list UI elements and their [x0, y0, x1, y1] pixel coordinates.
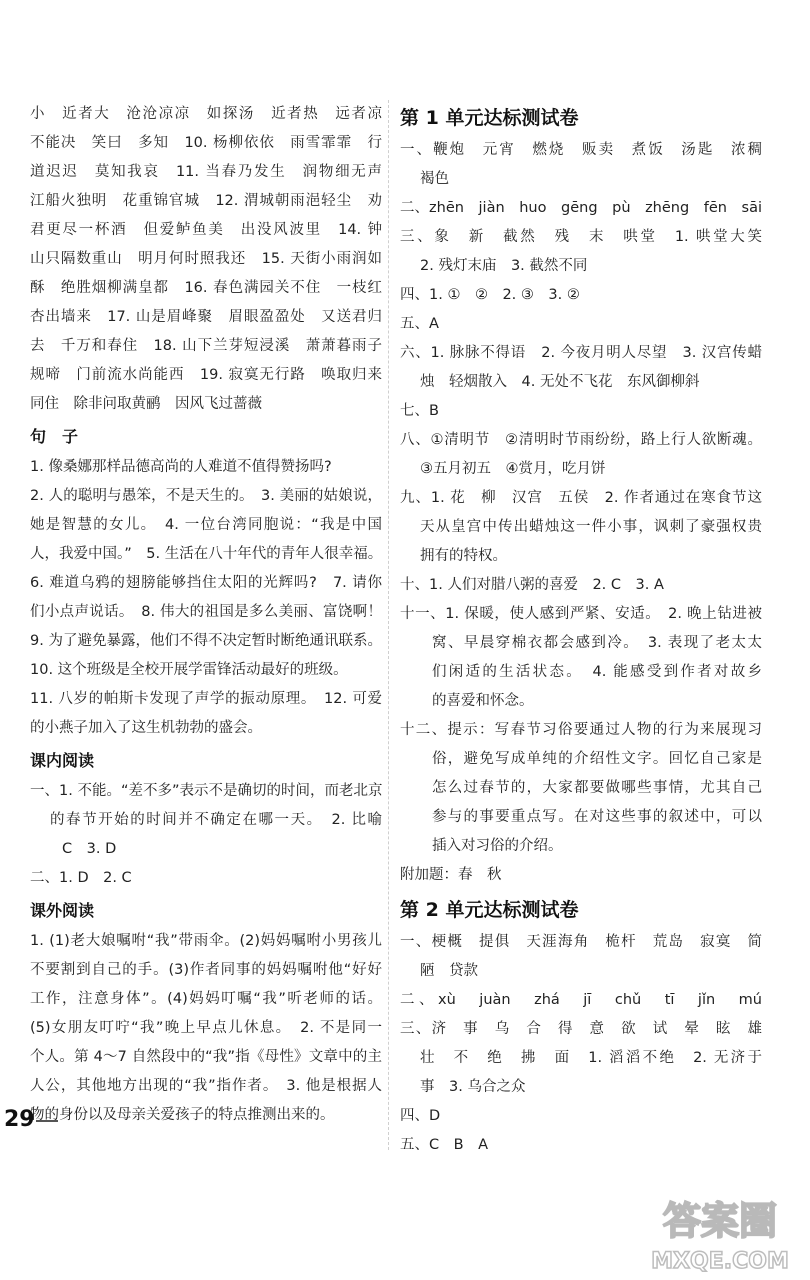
text-line: 插入对习俗的介绍。	[432, 838, 563, 854]
text-line: 二、xù juàn zhá jī chǔ tī jǐn mú	[400, 992, 762, 1008]
text-line: 五、A	[400, 316, 439, 332]
watermark-logo	[640, 1190, 800, 1274]
text-line: 壮 不 绝 拂 面 1. 滔滔不绝 2. 无济于	[420, 1050, 762, 1066]
text-line: 江船火独明 花重锦官城 12. 渭城朝雨浥轻尘 劝	[30, 193, 382, 209]
text-line: 不要割到自己的手。(3)作者同事的妈妈嘱咐他“好好	[30, 962, 382, 978]
text-line: 2. 人的聪明与愚笨，不是天生的。 3. 美丽的姑娘说，	[30, 488, 382, 504]
text-line: C 3. D	[62, 841, 117, 857]
text-line: 三、济 事 乌 合 得 意 欲 试 晕 眩 雄	[400, 1021, 762, 1037]
text-line: 人公，其他地方出现的“我”指作者。 3. 他是根据人	[30, 1078, 382, 1094]
text-line: 们小点声说话。 8. 伟大的祖国是多么美丽、富饶啊！	[30, 604, 382, 620]
text-line: 参与的事要重点写。在对这些事的叙述中，可以	[432, 809, 762, 825]
text-line: 们闲适的生活状态。 4. 能感受到作者对故乡	[432, 664, 762, 680]
text-line: 俗，避免写成单纯的介绍性文字。回忆自己家是	[432, 751, 762, 767]
text-line: 怎么过春节的，大家都要做哪些事情，尤其自己	[432, 780, 762, 796]
outclass-reading-block	[30, 927, 382, 1130]
text-line: 陋 贷款	[420, 963, 478, 979]
text-line: 三、象 新 截然 残 末 哄堂 1. 哄堂大笑	[400, 229, 762, 245]
text-line: 五、C B A	[400, 1137, 488, 1153]
text-line: ③五月初五 ④赏月，吃月饼	[420, 461, 606, 477]
text-line: 烛 轻烟散入 4. 无处不飞花 东风御柳斜	[420, 374, 700, 390]
text-line: 小 近者大 沧沧凉凉 如探汤 近者热 远者凉	[30, 106, 382, 122]
text-line: 附加题：春 秋	[400, 867, 502, 883]
text-line: 十二、提示：写春节习俗要通过人物的行为来展现习	[400, 722, 762, 738]
text-line: 天从皇宫中传出蜡烛这一件小事，讽刺了豪强权贵	[420, 519, 762, 535]
text-line: 四、D	[400, 1108, 441, 1124]
text-line: 1. (1)老大娘嘱咐“我”带雨伞。(2)妈妈嘱咐小男孩儿	[30, 933, 382, 949]
text-line: 不能决 笑曰 多知 10. 杨柳依依 雨雪霏霏 行	[30, 135, 382, 151]
unit2-answers-block	[400, 928, 762, 1160]
section-heading-unit1-test: 第 1 单元达标测试卷	[400, 107, 579, 129]
text-line: 一、鞭炮 元宵 燃烧 贩卖 煮饭 汤匙 浓稠	[400, 142, 762, 158]
text-line: 二、zhēn jiàn huo gēng pù zhēng fēn sāi	[400, 200, 762, 216]
text-line: 去 千万和春住 18. 山下兰芽短浸溪 萧萧暮雨子	[30, 338, 382, 354]
section-heading-outclass-reading: 课外阅读	[30, 901, 95, 920]
text-line: 2. 残灯末庙 3. 截然不同	[420, 258, 588, 274]
text-line: 工作，注意身体”。(4)妈妈叮嘱“我”听老师的话。	[30, 991, 382, 1007]
text-line: 9. 为了避免暴露，他们不得不决定暂时断绝通讯联系。	[30, 633, 382, 649]
poetry-answers-block	[30, 100, 382, 419]
column-divider	[388, 100, 389, 1150]
text-line: 杏出墙来 17. 山是眉峰聚 眉眼盈盈处 又送君归	[30, 309, 382, 325]
text-line: 六、1. 脉脉不得语 2. 今夜月明人尽望 3. 汉宫传蜡	[400, 345, 762, 361]
text-line: 的小燕子加入了这生机勃勃的盛会。	[30, 720, 262, 736]
text-line: 6. 难道乌鸦的翅膀能够挡住太阳的光辉吗? 7. 请你	[30, 575, 382, 591]
inclass-reading-block	[30, 777, 382, 893]
text-line: 10. 这个班级是全校开展学雷锋活动最好的班级。	[30, 662, 348, 678]
text-line: 道迟迟 莫知我哀 11. 当春乃发生 润物细无声	[30, 164, 382, 180]
text-line: 事 3. 乌合之众	[420, 1079, 526, 1095]
text-line: 个人。第 4～7 自然段中的“我”指《母性》文章中的主	[30, 1049, 382, 1065]
text-line: 君更尽一杯酒 但爱鲈鱼美 出没风波里 14. 钟	[30, 222, 382, 238]
text-line: 的喜爱和怀念。	[432, 693, 534, 709]
text-line: 的春节开始的时间并不确定在哪一天。 2. 比喻	[50, 812, 382, 828]
text-line: 规啼 门前流水尚能西 19. 寂寞无行路 唤取归来	[30, 367, 382, 383]
text-line: 同住 除非问取黄鹂 因风飞过蔷薇	[30, 396, 262, 412]
text-line: 二、1. D 2. C	[30, 870, 132, 886]
text-line: 人，我爱中国。” 5. 生活在八十年代的青年人很幸福。	[30, 546, 382, 562]
text-line: 一、梗概 提俱 天涯海角 桅杆 荒岛 寂寞 简	[400, 934, 762, 950]
text-line: 九、1. 花 柳 汉宫 五侯 2. 作者通过在寒食节这	[400, 490, 762, 506]
text-line: 七、B	[400, 403, 439, 419]
section-heading-unit2-test: 第 2 单元达标测试卷	[400, 899, 579, 921]
section-heading-inclass-reading: 课内阅读	[30, 751, 95, 770]
text-line: (5)女朋友叮咛“我”晚上早点儿休息。 2. 不是同一	[30, 1020, 382, 1036]
text-line: 拥有的特权。	[420, 548, 507, 564]
text-line: 窝、早晨穿棉衣都会感到冷。 3. 表现了老太太	[432, 635, 762, 651]
text-line: 1. 像桑娜那样品德高尚的人难道不值得赞扬吗?	[30, 459, 332, 475]
text-line: 她是智慧的女儿。 4. 一位台湾同胞说：“我是中国	[30, 517, 382, 533]
text-line: 一、1. 不能。“差不多”表示不是确切的时间，而老北京	[30, 783, 382, 799]
text-line: 八、①清明节 ②清明时节雨纷纷，路上行人欲断魂。	[400, 432, 762, 448]
sentences-block	[30, 453, 382, 743]
page-number: 29	[4, 1107, 35, 1132]
section-heading-sentences: 句 子	[30, 427, 79, 446]
watermark-bottom-text: MXQE.COM	[651, 1249, 789, 1274]
text-line: 酥 绝胜烟柳满皇都 16. 春色满园关不住 一枝红	[30, 280, 382, 296]
text-line: 11. 八岁的帕斯卡发现了声学的振动原理。 12. 可爱	[30, 691, 382, 707]
text-line: 四、1. ① ② 2. ③ 3. ②	[400, 287, 580, 303]
text-line: 山只隔数重山 明月何时照我还 15. 天街小雨润如	[30, 251, 382, 267]
text-line: 十、1. 人们对腊八粥的喜爱 2. C 3. A	[400, 577, 664, 593]
unit1-answers-block	[400, 136, 762, 890]
text-line: 十一、1. 保暖，使人感到严紧、安适。 2. 晚上钻进被	[400, 606, 762, 622]
text-line: 物的身份以及母亲关爱孩子的特点推测出来的。	[30, 1107, 335, 1123]
page-number-dash	[36, 1120, 58, 1122]
text-line: 褐色	[420, 171, 449, 187]
watermark-top-text: 答案圈	[662, 1199, 778, 1243]
left-column	[30, 100, 382, 1130]
right-column	[400, 100, 762, 1160]
